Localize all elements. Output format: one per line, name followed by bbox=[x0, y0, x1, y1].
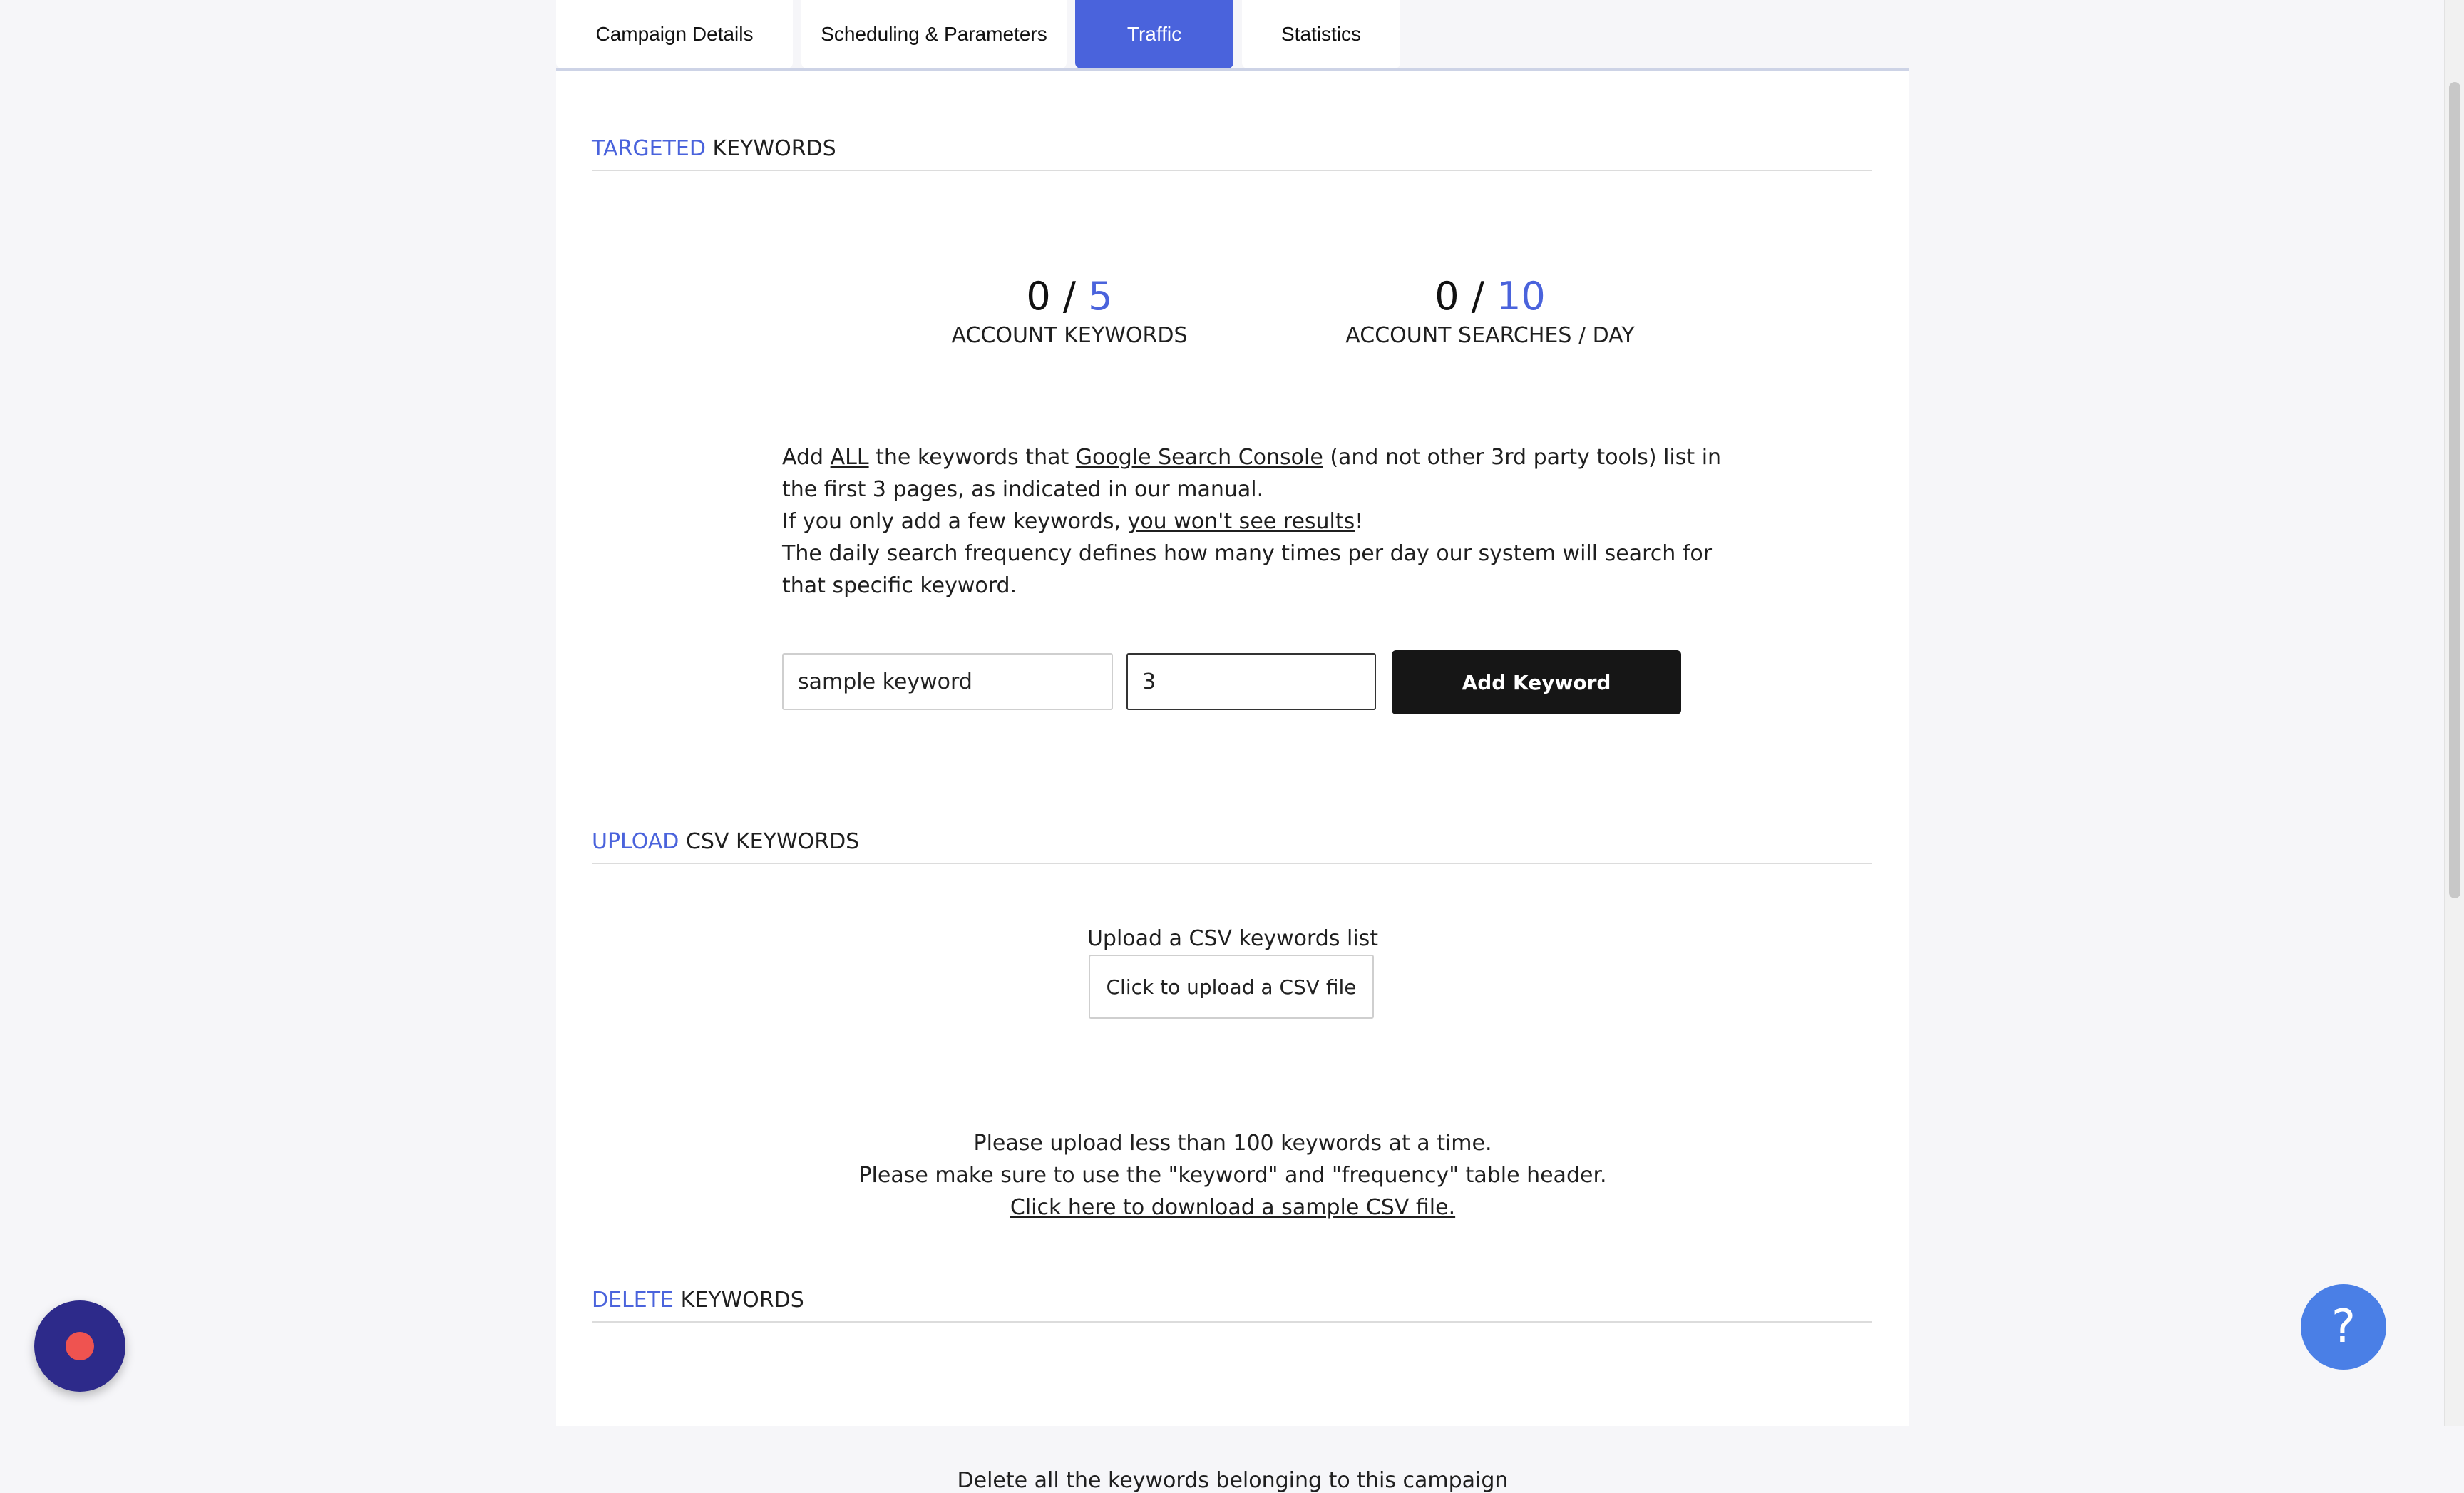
upload-csv-button[interactable]: Click to upload a CSV file bbox=[1089, 955, 1374, 1019]
instructions-line-3: The daily search frequency defines how many times per day our system will search for that specific keyword. bbox=[782, 541, 1713, 598]
all-emphasis: ALL bbox=[830, 445, 869, 470]
tab-traffic[interactable]: Traffic bbox=[1075, 0, 1233, 68]
help-button[interactable] bbox=[2301, 1284, 2386, 1370]
delete-keywords-header bbox=[592, 1288, 1872, 1323]
instructions-line-1 bbox=[782, 441, 1730, 506]
traffic-panel bbox=[556, 71, 1909, 1493]
upload-csv-label: Upload a CSV keywords list bbox=[1087, 926, 1379, 951]
keyword-input[interactable] bbox=[782, 653, 1113, 710]
account-searches-label: ACCOUNT SEARCHES / DAY bbox=[1345, 323, 1635, 348]
delete-keywords-description: Delete all the keywords belonging to this campaign bbox=[957, 1468, 1509, 1493]
delete-header-accent: DELETE bbox=[592, 1288, 674, 1313]
tab-scheduling-parameters[interactable]: Scheduling & Parameters bbox=[801, 0, 1067, 68]
instructions-text: ! bbox=[1355, 509, 1364, 534]
add-keyword-button[interactable]: Add Keyword bbox=[1392, 650, 1681, 714]
upload-csv-header bbox=[592, 829, 1872, 864]
wont-see-results-link[interactable]: you won't see results bbox=[1127, 509, 1355, 534]
upload-note-header: Please make sure to use the "keyword" and "frequency" table header. bbox=[858, 1163, 1607, 1188]
upload-note-limit: Please upload less than 100 keywords at a time. bbox=[973, 1131, 1492, 1156]
google-search-console-link[interactable]: Google Search Console bbox=[1075, 445, 1323, 470]
targeted-keywords-header bbox=[592, 136, 1872, 171]
keywords-used: 0 bbox=[1026, 274, 1051, 319]
account-keywords-label: ACCOUNT KEYWORDS bbox=[951, 323, 1188, 348]
record-button[interactable] bbox=[34, 1300, 125, 1392]
account-keywords-stat bbox=[905, 274, 1233, 348]
instructions-text: the keywords that bbox=[868, 445, 1076, 470]
instructions-text: Add bbox=[782, 445, 831, 470]
delete-header-rest: KEYWORDS bbox=[680, 1288, 804, 1313]
tab-campaign-details[interactable]: Campaign Details bbox=[556, 0, 793, 68]
upload-header-rest: CSV KEYWORDS bbox=[685, 829, 860, 854]
scrollbar-thumb[interactable] bbox=[2449, 82, 2460, 898]
keywords-max: 5 bbox=[1088, 274, 1113, 319]
keyword-instructions bbox=[782, 441, 1730, 602]
help-icon: ? bbox=[2331, 1300, 2356, 1353]
instructions-text: If you only add a few keywords, bbox=[782, 509, 1128, 534]
instructions-text: (and not other 3rd party tools) list in the first 3 pages, as indicated in our manual. bbox=[782, 445, 1722, 502]
account-searches-stat bbox=[1276, 274, 1704, 348]
upload-header-accent: UPLOAD bbox=[592, 829, 679, 854]
targeted-header-rest: KEYWORDS bbox=[712, 136, 836, 161]
searches-used: 0 bbox=[1434, 274, 1459, 319]
instructions-line-2 bbox=[782, 506, 1730, 538]
account-keywords-count: 0 / 5 bbox=[1026, 274, 1113, 319]
record-icon bbox=[66, 1332, 94, 1360]
download-sample-csv-link[interactable]: Click here to download a sample CSV file. bbox=[1010, 1195, 1456, 1220]
tab-bar bbox=[556, 0, 1400, 68]
tab-statistics[interactable]: Statistics bbox=[1242, 0, 1400, 68]
page-scrollbar[interactable] bbox=[2444, 0, 2464, 1426]
upload-notes bbox=[556, 1127, 1909, 1223]
account-searches-count: 0 / 10 bbox=[1434, 274, 1546, 319]
searches-max: 10 bbox=[1497, 274, 1546, 319]
targeted-header-accent: TARGETED bbox=[592, 136, 706, 161]
frequency-input[interactable] bbox=[1126, 653, 1376, 710]
